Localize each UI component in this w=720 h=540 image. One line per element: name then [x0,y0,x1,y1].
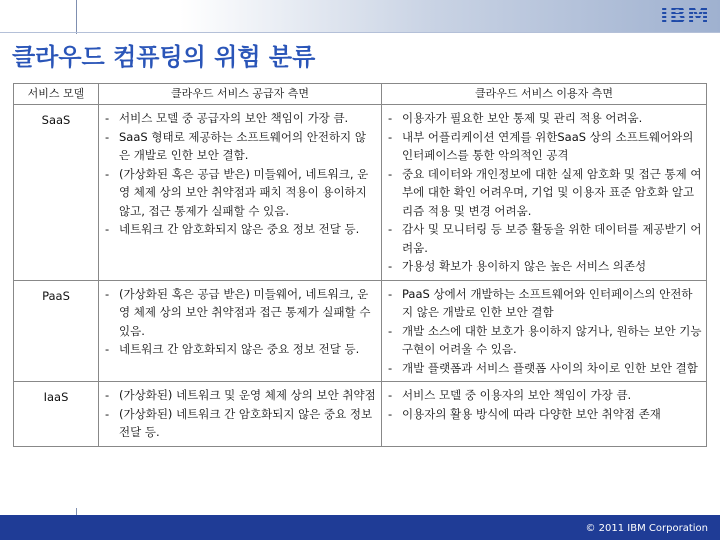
consumer-risks-cell [382,280,707,382]
risk-item-text: (가상화된 혹은 공급 받은) 미들웨어, 네트워크, 운영 체제 상의 보안 취약점과 패치 적용이 용이하지 않고, 접근 통제가 실패할 수 있음. [119,166,369,218]
copyright-text: © 2011 IBM Corporation [585,523,708,534]
service-model-cell: SaaS [14,105,99,281]
risk-item-text: 이용자가 필요한 보안 통제 및 관리 적용 어려움. [402,111,643,125]
list-item [388,386,702,405]
list-item [388,257,702,276]
table-header-row [14,84,707,105]
bullet-dash: - [105,111,110,125]
list-item [388,285,702,322]
list-item [105,340,377,359]
column-header-provider: 클라우드 서비스 공급자 측면 [99,84,382,105]
bullet-dash: - [388,323,393,338]
provider-risk-list [105,109,377,239]
bullet-dash: - [105,406,110,421]
provider-risks-cell [99,105,382,281]
bullet-dash: - [388,111,393,125]
risk-item-text: SaaS 형태로 제공하는 소프트웨어의 안전하지 않은 개발로 인한 보안 결함. [119,129,366,162]
risk-item-text: (가상화된) 네트워크 간 암호화되지 않은 중요 정보 전달 등. [119,406,373,439]
risk-item-text: PaaS 상에서 개발하는 소프트웨어와 인터페이스의 안전하지 않은 개발로 인한 보안 결함 [402,286,693,319]
list-item [105,386,377,405]
bullet-dash: - [388,222,393,236]
list-item [105,405,377,442]
risk-item-text: 이용자의 활용 방식에 따라 다양한 보안 취약점 존재 [402,406,661,421]
service-model-cell: IaaS [14,382,99,447]
list-item [388,109,702,128]
column-header-consumer: 클라우드 서비스 이용자 측면 [382,84,707,105]
list-item [105,109,377,128]
risk-item-text: 개발 소스에 대한 보호가 용이하지 않거나, 원하는 보안 기능 구현이 어려울 수 있음. [402,323,702,356]
list-item [388,405,702,424]
list-item [105,220,377,239]
consumer-risk-list [388,386,702,423]
list-item [388,165,702,221]
bullet-dash: - [105,388,110,402]
consumer-risks-cell [382,105,707,281]
risk-item-text: 개발 플랫폼과 서비스 플랫폼 사이의 차이로 인한 보안 결함 [402,360,698,375]
risk-item-text: (가상화된 혹은 공급 받은) 미들웨어, 네트워크, 운영 체제 상의 보안 취약점과 접근 통제가 실패할 수 있음. [119,286,371,338]
ibm-logo: IBM [660,4,710,29]
provider-risks-cell [99,382,382,447]
bullet-dash: - [388,360,393,375]
table-body [14,105,707,447]
provider-risk-list [105,285,377,359]
header-rule [0,32,720,33]
column-header-model: 서비스 모델 [14,84,99,105]
header-divider [76,0,77,34]
risk-item-text: 서비스 모델 중 공급자의 보안 책임이 가장 큼. [119,111,349,125]
risk-item-text: 감사 및 모니터링 등 보증 활동을 위한 데이터를 제공받기 어려움. [402,222,702,255]
bullet-dash: - [105,342,110,356]
bullet-dash: - [388,259,393,273]
bullet-dash: - [105,129,110,144]
consumer-risk-list [388,285,702,378]
provider-risks-cell [99,280,382,382]
bullet-dash: - [388,286,393,301]
bullet-dash: - [388,166,393,181]
list-item [388,322,702,359]
bullet-dash: - [388,406,393,421]
list-item [105,165,377,221]
list-item [388,220,702,257]
provider-risk-list [105,386,377,442]
risk-item-text: 가용성 확보가 용이하지 않은 높은 서비스 의존성 [402,259,647,273]
table-row [14,105,707,281]
list-item [105,285,377,341]
bullet-dash: - [105,222,110,236]
service-model-cell: PaaS [14,280,99,382]
list-item [388,359,702,378]
footer-bar [0,515,720,540]
bullet-dash: - [105,166,110,181]
table-row [14,382,707,447]
risk-item-text: (가상화된) 네트워크 및 운영 체제 상의 보안 취약점 [119,388,376,402]
list-item [388,128,702,165]
page-title: 클라우드 컴퓨팅의 위험 분류 [12,43,316,71]
bullet-dash: - [105,286,110,301]
bullet-dash: - [388,129,393,144]
risk-item-text: 네트워크 간 암호화되지 않은 중요 정보 전달 등. [119,342,360,356]
risk-item-text: 서비스 모델 중 이용자의 보안 책임이 가장 큼. [402,388,632,402]
risk-item-text: 중요 데이터와 개인정보에 대한 실제 암호화 및 접근 통제 여부에 대한 확인 어려우며, 기업 및 이용자 표준 암호화 알고리즘 적용 및 변경 어려움. [402,166,702,218]
bullet-dash: - [388,388,393,402]
header-band [0,0,720,32]
table-row [14,280,707,382]
risk-table [13,83,707,447]
risk-item-text: 네트워크 간 암호화되지 않은 중요 정보 전달 등. [119,222,360,236]
consumer-risk-list [388,109,702,276]
consumer-risks-cell [382,382,707,447]
risk-item-text: 내부 어플리케이션 연계를 위한SaaS 상의 소프트웨어와의 인터페이스를 통한 악의적인 공격 [402,129,694,162]
list-item [105,128,377,165]
